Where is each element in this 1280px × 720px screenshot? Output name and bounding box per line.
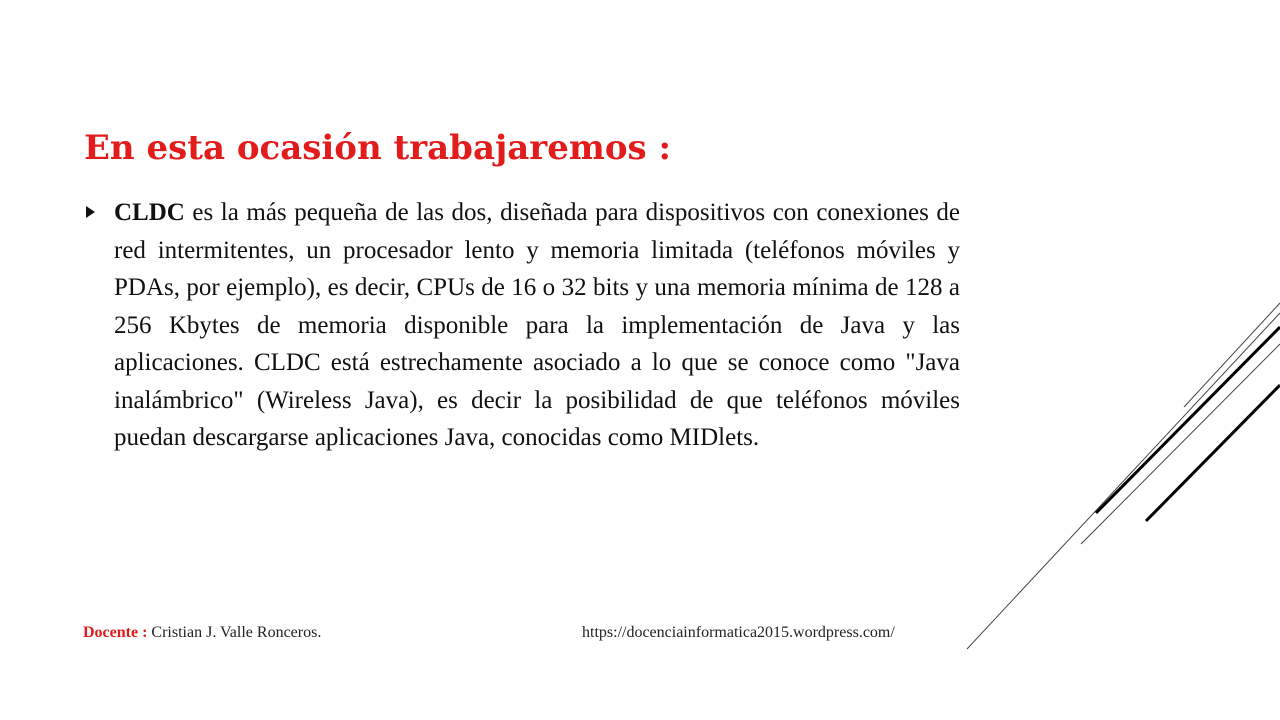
deco-line-thick-2 [1146,385,1280,521]
footer-label: Docente : [83,624,148,641]
deco-line-thick-1 [1096,327,1280,513]
deco-line-thin-long [967,313,1280,649]
footer-url: https://docenciainformatica2015.wordpress.com/ [582,624,895,641]
deco-line-thin-upper [1184,303,1280,407]
slide-title: En esta ocasión trabajaremos : [84,128,672,168]
deco-line-thin-mid [1081,344,1280,544]
footer-name: Cristian J. Valle Ronceros. [147,624,322,641]
bullet-term: CLDC [114,199,185,226]
footer-author [83,624,321,642]
bullet-item [86,194,960,457]
triangle-right-icon [86,206,95,218]
bullet-body: es la más pequeña de las dos, diseñada para dispositivos con conexiones de red intermitentes, un procesador lento y memoria limitada (teléfonos móviles y PDAs, por ejemplo), es decir, CPUs de 16 o 32 bits y una memoria mínima de 128 a 256 Kbytes de memoria disponible para la implementación de Java y las aplicaciones. CLDC está estrechamente asociado a lo que se conoce como "Java inalámbrico" (Wireless Java), es decir la posibilidad de que teléfonos móviles puedan descargarse aplicaciones Java, conocidas como MIDlets. [114,199,960,451]
bullet-paragraph [114,194,960,457]
